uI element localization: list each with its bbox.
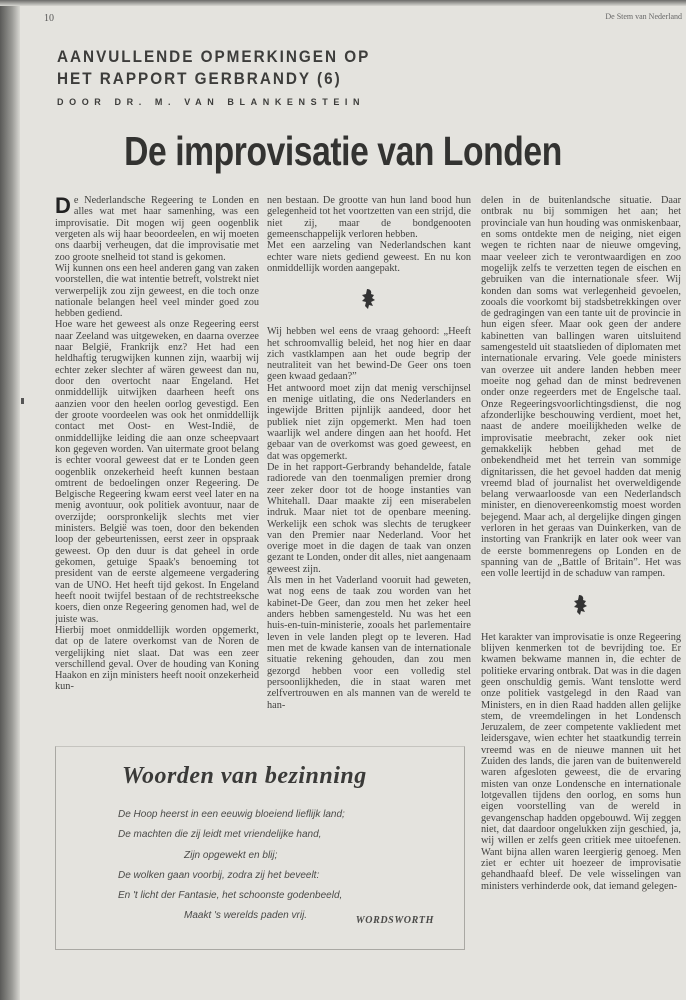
paragraph: Wij kunnen ons een heel anderen gang van zaken voorstellen, die wat intentie betreft, volstrekt niet verwerpelijk zou zijn geweest, en die toch onze nationale belangen heel veel minder goed zou hebben gediend.: [55, 262, 259, 320]
poem-line: Zijn opgewekt en blij;: [184, 849, 278, 861]
lion-ornament-icon: [267, 288, 471, 310]
poem-line: En 't licht der Fantasie, het schoonste godenbeeld,: [118, 890, 343, 902]
paragraph: Wij hebben wel eens de vraag gehoord: „Heeft het schroomvallig beleid, het nog hier en daar zich vastklampen aan het oude begrip der neutraliteit van het bewind-De Geer ons toen geen kwaad gedaan?”: [267, 326, 471, 383]
article-byline: DOOR DR. M. VAN BLANKENSTEIN: [57, 97, 366, 107]
paragraph: Hoe ware het geweest als onze Regeering eerst naar Zeeland was uitgeweken, en daarna overzee naar België, Frankrijk enz? Het had een heldhaftig terugwijken kunnen zijn, waarbij wij echter zeker slechter af wären geweest dan nu, door den overtocht naar Engeland. Het onmiddellijk uitwijken daarheen heeft ons aanzien voor den heelen oorlog gevestigd. Een der groote voordeelen was ook het onmiddellijk contact met Oost- en West-Indië, de onmiddellijke leiding die aan onze scheepvaart kon gegeven worden. Van uitermate groot belang is echter vooral geweest dat er te Londen geen oogenblik onzekerheid heeft kunnen bestaan omtrent de bedoelingen onzer Regeering. De Belgische Regeering kwam eerst veel later en na menig avontuur, ook politiek avontuur, naar de overzijde; oorspronkelijk slechts met vier ministers. België was toen, door den bekenden loop der gebeurtenissen, eerst zeer in opspraak geweest. Op den duur is dat geheel in orde gekomen, getuige Spaak's benoeming tot president van de eerste algemeene vergadering van de UNO. Het heeft tijd gekost. In Engeland heeft nooit twijfel bestaan of de rechtstreeksche koers, dien onze Regeering genomen had, wel de juiste was.: [55, 319, 259, 625]
scan-mark: [21, 398, 24, 404]
paragraph: Het karakter van improvisatie is onze Regeering blijven kenmerken tot de bevrijding toe. Er kwamen bekwame mannen in, die echter de politieke ervaring ontbrak. Dat was in die dagen geen onschuldig gemis. Want tenslotte werd onze politiek vastgelegd in den Raad van Ministers, en in dien Raad hadden allen gelijke stem, de vreemdelingen in het Londensch Jeruzalem, de zeer competente vakliedent met leidersgave, wien echter het staatkundig terrein vreemd was en de nieuwe mannen uit het Zuiden des lands, die jaren van de buitenwereld waren afgesloten geweest, die de ervaring misten van onze Londensche en internationale lotgevallen tijdens den oorlog, en soms hun eigen voorstelling van de wereld in gevangenschap hadden opgebouwd. Wij zeggen niet, dat daardoor ongelukken zijn geschied, ja, wij willen er zelfs geen critiek mee uitoefenen. Want bijna allen waren leergierig genoeg. Men ziet er echter uit hoezeer de improvisatie gehandhaafd bleef. De vele wisselingen van ministers verhinderde ook, dat iemand gelegen-: [481, 631, 681, 892]
poem-line: Maakt 's werelds paden vrij.: [184, 910, 308, 922]
poem-line: De machten die zij leidt met vriendelijke hand,: [118, 829, 322, 841]
poem-author: WORDSWORTH: [355, 915, 434, 926]
paragraph-text: e Nederlandsche Regeering te Londen en alles wat met haar samenhing, was een improvisatie. Dit mogen wij geen oogenblik vergeten als wij haar beoordeelen, en wij moeten ons daarbij verheugen, dat die improvisatie met zoo groote snelheid tot stand is gekomen.: [55, 195, 259, 263]
paragraph: Met een aarzeling van Nederlandschen kant echter ware niets gediend geweest. En nu kon onmiddellijk worden aangepakt.: [267, 240, 471, 274]
page-number: 10: [44, 13, 54, 24]
paragraph: delen in de buitenlandsche situatie. Daar ontbrak nu bij sommigen het aan; het provinciale van hun houding was onmiskenbaar, en soms ontdekte men de neiging, niet eigen wegen te richten naar de nieuwe omgeving, maar veeleer zich te verontwaardigen en zoo mogelijk zelfs te verzetten tegen de eischen en gebruiken van die internationale sfeer. Wij konden dan soms wat verlegenheid gevoelen, zooals die voorkomt bij stadsbetrekkingen over de gedragingen van een tante uit de provincie in hun eigen sfeer. Maar ook geen der andere kabinetten van ballingen waren uitsluitend samengesteld uit staatslieden of diplomaten met internationale ervaring. Vele goede ministers van overzee uit andere landen hebben meer moeite nog gehad dan de minst bedrevenen onder onze regeerders met de Engelsche taal. Onze Regeeringsvoorlichtingsdienst, die nog afzonderlijke beschouwing verdient, moet het, naast de andere moeilijkheden welke de improvisatie meebracht, zeker ook niet gemakkelijk hebben gehad met de onbekendheid met het terrein van sommige dignitarissen, die het gevoel hadden dat menig vreemd blad of journalist het overweldigende belang verwaarloosde van een Nederlandsch minister, en dienovereenkomstig moest worden bejegend. Maar ach, al dergelijke dingen gingen verloren in het geraas van Duinkerken, van de instorting van Frankrijk en later ook weer van de eerste bommenregens op Londen en de spanning van de „Battle of Britain”. Het was een volle leertijd in de schaduw van rampen.: [481, 195, 681, 580]
article-column-2: [267, 195, 471, 735]
poem-line: De Hoop heerst in een eeuwig bloeiend lieflijk land;: [118, 809, 345, 820]
lion-ornament-icon: [481, 594, 681, 616]
article-column-1: [55, 195, 259, 735]
article-kicker: [57, 46, 370, 90]
poem-text: [118, 805, 345, 927]
page-top-shadow: [0, 0, 686, 6]
kicker-line: AANVULLENDE OPMERKINGEN OP: [57, 47, 371, 66]
running-head: De Stem van Nederland: [605, 12, 682, 21]
paragraph: Hierbij moet onmiddellijk worden opgemerkt, dat op de latere overkomst van de Noren de vergelijking niet slaat. Dat was een zeer verschillend geval. Over de houding van Koning Haakon en zijn ministers heeft nooit onzekerheid kun-: [55, 624, 259, 693]
paragraph: Het antwoord moet zijn dat menig verschijnsel en menige uitlating, die ons Nederlanders en ingewijde Britten pijnlijk aandeed, door het publiek niet zijn opgemerkt. Men had toen waarlijk wel andere dingen aan het hoofd. Het gebaar van de overkomst was goed geweest, en dat was opgemerkt.: [267, 382, 471, 462]
paragraph: Als men in het Vaderland vooruit had geweten, wat nog eens de taak zou worden van het kabinet-De Geer, dan zou men het zeker heel anders hebben samengesteld. Nu was het een huis-en-tuin-ministerie, zooals het parlementaire leven in vele landen plegt op te leveren. Had men met de kwade kansen van de internationale situatie rekening gehouden, dan zou men gezorgd hebben voor een volledig stel persoonlijkheden, die in staat waren met zelfvertrouwen en als mannen van de wereld te han-: [267, 575, 471, 711]
drop-cap: D: [55, 195, 71, 218]
page-edge-shadow: [0, 0, 20, 1000]
poem-line: De wolken gaan voorbij, zodra zij het beveelt:: [118, 869, 320, 881]
kicker-line: HET RAPPORT GERBRANDY (6): [57, 69, 342, 88]
paragraph: De in het rapport-Gerbrandy behandelde, fatale radiorede van den toenmaligen premier drong zeer zeker door tot de hooge instanties van Whitehall. Daar maakte zij een miserabelen indruk. Maar niet tot de openbare meening. Werkelijk een schok was slechts de terugkeer van den Premier naar Nederland. Voor het overige moet in die dagen de taak van onzen gezant te Londen, onder dit alles, niet aangenaam geweest zijn.: [267, 461, 471, 575]
paragraph: nen bestaan. De grootte van hun land bood hun gelegenheid tot het voortzetten van een strijd, die niet zij, maar de bondgenooten gemeenschappelijk verloren hebben.: [267, 195, 471, 240]
poem-box: [55, 746, 465, 950]
article-title: De improvisatie van Londen: [124, 128, 562, 174]
article-column-3: [481, 195, 681, 947]
paragraph: [55, 195, 259, 263]
poem-heading: Woorden van bezinning: [122, 763, 367, 789]
